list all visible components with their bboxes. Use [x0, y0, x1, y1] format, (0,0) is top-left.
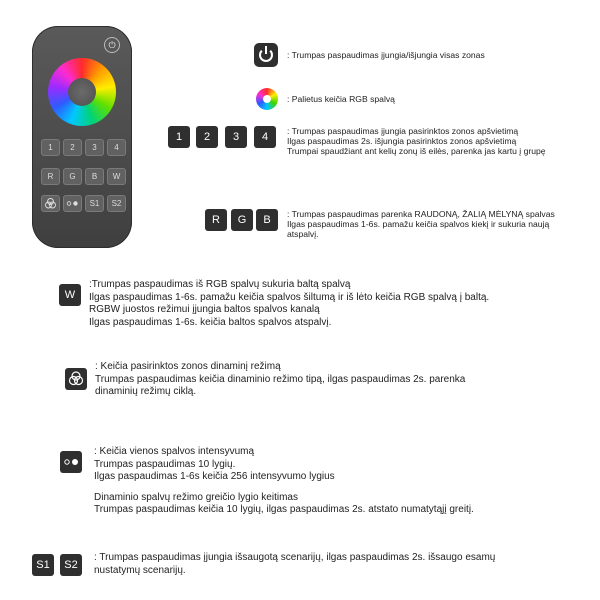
- power-description: : Trumpas paspaudimas įjungia/išjungia visas zonas: [287, 50, 485, 60]
- zone-3-key: 3: [225, 126, 247, 148]
- dynamic-mode-icon: [65, 368, 87, 390]
- remote-b-button[interactable]: B: [85, 168, 104, 185]
- intensity-key: [60, 451, 82, 473]
- intensity-icon: [60, 451, 82, 473]
- zones-description: : Trumpas paspaudimas įjungia pasirinktos zonos apšvietimą Ilgas paspaudimas 2s. išjungia pasirinktos zonos apšvietimą Trumpai spaudžiant ant kelių zonų iš eilės, parenka jas kartu į grupę: [287, 126, 546, 156]
- r-key: R: [205, 209, 227, 231]
- remote-intensity-button[interactable]: [63, 195, 82, 212]
- remote-s1-button[interactable]: S1: [85, 195, 104, 212]
- dynamic-mode-icon: [42, 196, 59, 211]
- rgb-description: : Trumpas paspaudimas parenka RAUDONĄ, ŽALIĄ MĖLYNĄ spalvas Ilgas paspaudimas 1-6s. pamažu keičia spalvos kiekį ir sukuria naują atspalvį.: [287, 209, 555, 239]
- w-key: W: [59, 284, 81, 306]
- scenes-description: : Trumpas paspaudimas įjungia išsaugotą scenarijų, ilgas paspaudimas 2s. išsaugo esamų nustatymų scenarijų.: [94, 552, 496, 576]
- remote-zone-4-button[interactable]: 4: [107, 139, 126, 156]
- remote-zone-1-button[interactable]: 1: [41, 139, 60, 156]
- intensity-description: : Keičia vienos spalvos intensyvumą Trumpas paspaudimas 10 lygių. Ilgas paspaudimas 1-6s keičia 256 intensyvumo lygius Dinaminio spalvų režimo greičio lygio keitimas Trumpas paspaudimas keičia 10 lygių, ilgas paspaudimas 2s. atstato numatytąjį greitį.: [94, 446, 474, 515]
- dynamic-description: : Keičia pasirinktos zonos dinaminį režimą Trumpas paspaudimas keičia dinaminio režimo tipą, ilgas paspaudimas 2s. parenka dinaminių režimų ciklą.: [95, 361, 466, 397]
- remote-zone-2-button[interactable]: 2: [63, 139, 82, 156]
- zone-2-key: 2: [196, 126, 218, 148]
- remote-w-button[interactable]: W: [107, 168, 126, 185]
- zone-4-key: 4: [254, 126, 276, 148]
- s1-key: S1: [32, 554, 54, 576]
- intensity-icon: [64, 196, 81, 211]
- power-key: [254, 43, 278, 67]
- b-key: B: [256, 209, 278, 231]
- rgb-wheel-description: : Palietus keičia RGB spalvą: [287, 94, 395, 104]
- remote-power-button[interactable]: ⏻: [104, 37, 120, 53]
- rgb-wheel-icon: [256, 88, 278, 110]
- remote-g-button[interactable]: G: [63, 168, 82, 185]
- remote-r-button[interactable]: R: [41, 168, 60, 185]
- zone-1-key: 1: [168, 126, 190, 148]
- white-description: :Trumpas paspaudimas iš RGB spalvų sukuria baltą spalvą Ilgas paspaudimas 1-6s. pamažu keičia spalvos šiltumą ir iš lėto keičia RGB spalvą į baltą. RGBW juostos režimui įjungia baltos spalvos kanalą Ilgas paspaudimas 1-6s. keičia baltos spalvos atspalvį.: [89, 279, 490, 328]
- remote-control: [32, 26, 132, 248]
- s2-key: S2: [60, 554, 82, 576]
- remote-dynamic-button[interactable]: [41, 195, 60, 212]
- remote-zone-3-button[interactable]: 3: [85, 139, 104, 156]
- dynamic-key: [65, 368, 87, 390]
- remote-s2-button[interactable]: S2: [107, 195, 126, 212]
- g-key: G: [231, 209, 253, 231]
- remote-color-wheel[interactable]: [48, 58, 116, 126]
